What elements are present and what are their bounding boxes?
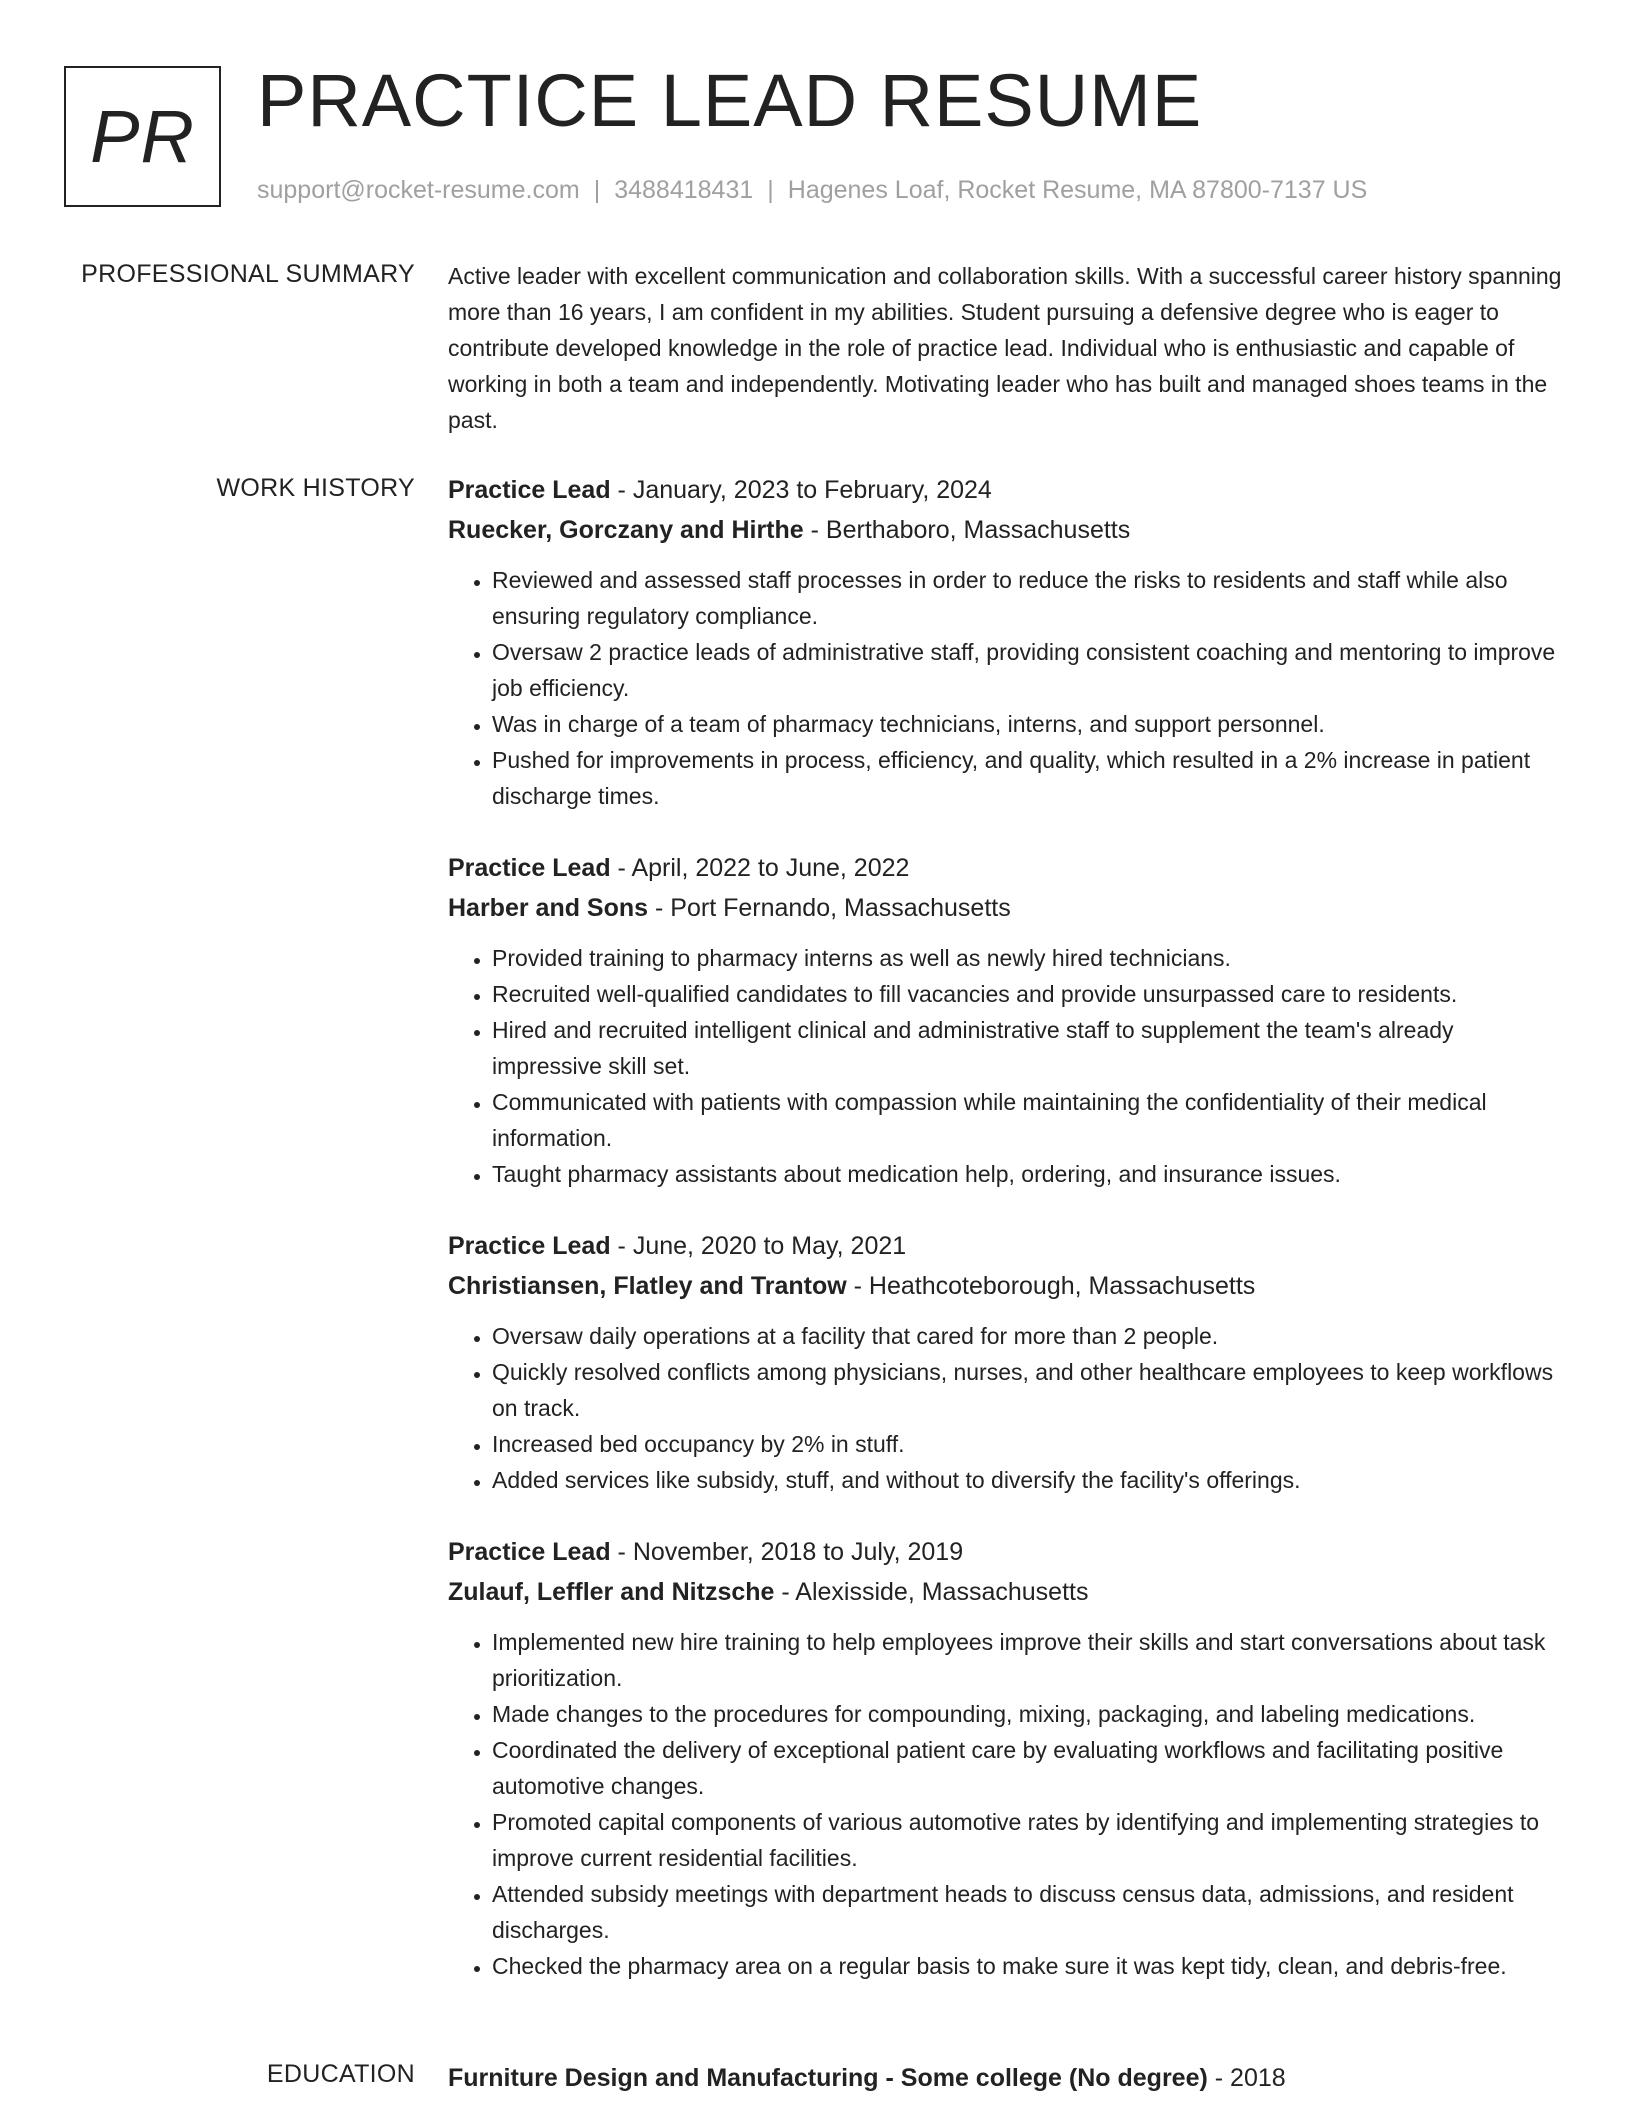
job-company: Zulauf, Leffler and Nitzsche <box>448 1578 775 1606</box>
job-entry <box>448 470 1568 814</box>
job-company-line <box>448 888 1568 928</box>
job-company: Ruecker, Gorczany and Hirthe <box>448 516 804 544</box>
summary-text: Active leader with excellent communication and collaboration skills. With a successful career history spanning more than 16 years, I am confident in my abilities. Student pursuing a defensive degree who is eager to contribute developed knowledge in the role of practice lead. Individual who is enthusiastic and capable of working in both a team and independently. Motivating leader who has built and managed shoes teams in the past. <box>448 263 1562 433</box>
job-title-line <box>448 1226 1568 1266</box>
job-company-line <box>448 510 1568 550</box>
job-location: - Port Fernando, Massachusetts <box>655 894 1011 922</box>
job-bullet-item: • Taught pharmacy assistants about medication help, ordering, and insurance issues. <box>492 1156 1568 1192</box>
job-entry <box>448 848 1568 1192</box>
education-line <box>448 2058 1568 2098</box>
monogram-logo: PR <box>64 66 221 207</box>
section-label-summary: PROFESSIONAL SUMMARY <box>81 260 415 288</box>
job-bullet-item: • Increased bed occupancy by 2% in stuff. <box>492 1426 1568 1462</box>
section-label-work-history: WORK HISTORY <box>216 474 415 502</box>
job-entry <box>448 1532 1568 1984</box>
job-company: Christiansen, Flatley and Trantow <box>448 1272 847 1300</box>
education-degree: Furniture Design and Manufacturing - Some college (No degree) <box>448 2064 1208 2092</box>
job-dates: - June, 2020 to May, 2021 <box>617 1232 907 1260</box>
section-label-education: EDUCATION <box>266 2060 415 2088</box>
work-history-list <box>448 470 1568 2018</box>
job-title-line <box>448 1532 1568 1572</box>
job-bullet-item: • Hired and recruited intelligent clinical and administrative staff to supplement the team's already impressive skill set. <box>492 1012 1568 1084</box>
education-entry <box>448 2058 1568 2098</box>
job-dates: - November, 2018 to July, 2019 <box>617 1538 964 1566</box>
job-bullet-item: • Coordinated the delivery of exceptional patient care by evaluating workflows and facilitating positive automotive changes. <box>492 1732 1568 1804</box>
job-company-line <box>448 1266 1568 1306</box>
job-location: - Alexisside, Massachusetts <box>781 1578 1089 1606</box>
job-bullet-item: • Added services like subsidy, stuff, and without to diversify the facility's offerings. <box>492 1462 1568 1498</box>
job-bullet-item: • Oversaw daily operations at a facility that cared for more than 2 people. <box>492 1318 1568 1354</box>
contact-separator: | <box>767 176 774 204</box>
resume-title: PRACTICE LEAD RESUME <box>257 59 1203 142</box>
job-bullet-item: • Reviewed and assessed staff processes in order to reduce the risks to residents and staff while also ensuring regulatory compliance. <box>492 562 1568 634</box>
job-title: Practice Lead <box>448 476 611 504</box>
education-year: - 2018 <box>1214 2064 1286 2092</box>
job-bullets <box>448 1624 1568 1984</box>
job-bullet-item: • Made changes to the procedures for compounding, mixing, packaging, and labeling medications. <box>492 1696 1568 1732</box>
job-title: Practice Lead <box>448 854 611 882</box>
job-bullet-item: • Recruited well-qualified candidates to fill vacancies and provide unsurpassed care to residents. <box>492 976 1568 1012</box>
job-bullet-item: • Was in charge of a team of pharmacy technicians, interns, and support personnel. <box>492 706 1568 742</box>
job-location: - Berthaboro, Massachusetts <box>810 516 1131 544</box>
job-dates: - April, 2022 to June, 2022 <box>617 854 910 882</box>
contact-line <box>257 176 1367 205</box>
contact-phone: 3488418431 <box>614 176 754 204</box>
job-bullet-item: • Promoted capital components of various automotive rates by identifying and implementing strategies to improve current residential facilities. <box>492 1804 1568 1876</box>
contact-address: Hagenes Loaf, Rocket Resume, MA 87800-7137 US <box>787 176 1368 204</box>
job-bullet-item: • Communicated with patients with compassion while maintaining the confidentiality of their medical information. <box>492 1084 1568 1156</box>
job-company: Harber and Sons <box>448 894 649 922</box>
job-bullets <box>448 1318 1568 1498</box>
job-title: Practice Lead <box>448 1538 611 1566</box>
job-title: Practice Lead <box>448 1232 611 1260</box>
job-bullet-item: • Quickly resolved conflicts among physicians, nurses, and other healthcare employees to keep workflows on track. <box>492 1354 1568 1426</box>
job-bullet-item: • Attended subsidy meetings with department heads to discuss census data, admissions, and resident discharges. <box>492 1876 1568 1948</box>
resume-header <box>64 59 1584 216</box>
job-location: - Heathcoteborough, Massachusetts <box>853 1272 1256 1300</box>
job-dates: - January, 2023 to February, 2024 <box>617 476 992 504</box>
job-entry <box>448 1226 1568 1498</box>
job-title-line <box>448 470 1568 510</box>
contact-email: support@rocket-resume.com <box>257 176 580 204</box>
job-bullet-item: • Oversaw 2 practice leads of administrative staff, providing consistent coaching and mentoring to improve job efficiency. <box>492 634 1568 706</box>
job-bullet-item: • Implemented new hire training to help employees improve their skills and start conversations about task prioritization. <box>492 1624 1568 1696</box>
job-company-line <box>448 1572 1568 1612</box>
job-bullets <box>448 940 1568 1192</box>
contact-separator: | <box>593 176 601 204</box>
job-bullets <box>448 562 1568 814</box>
job-bullet-item: • Pushed for improvements in process, efficiency, and quality, which resulted in a 2% increase in patient discharge times. <box>492 742 1568 814</box>
job-bullet-item: • Provided training to pharmacy interns as well as newly hired technicians. <box>492 940 1568 976</box>
job-title-line <box>448 848 1568 888</box>
job-bullet-item: • Checked the pharmacy area on a regular basis to make sure it was kept tidy, clean, and debris-free. <box>492 1948 1568 1984</box>
